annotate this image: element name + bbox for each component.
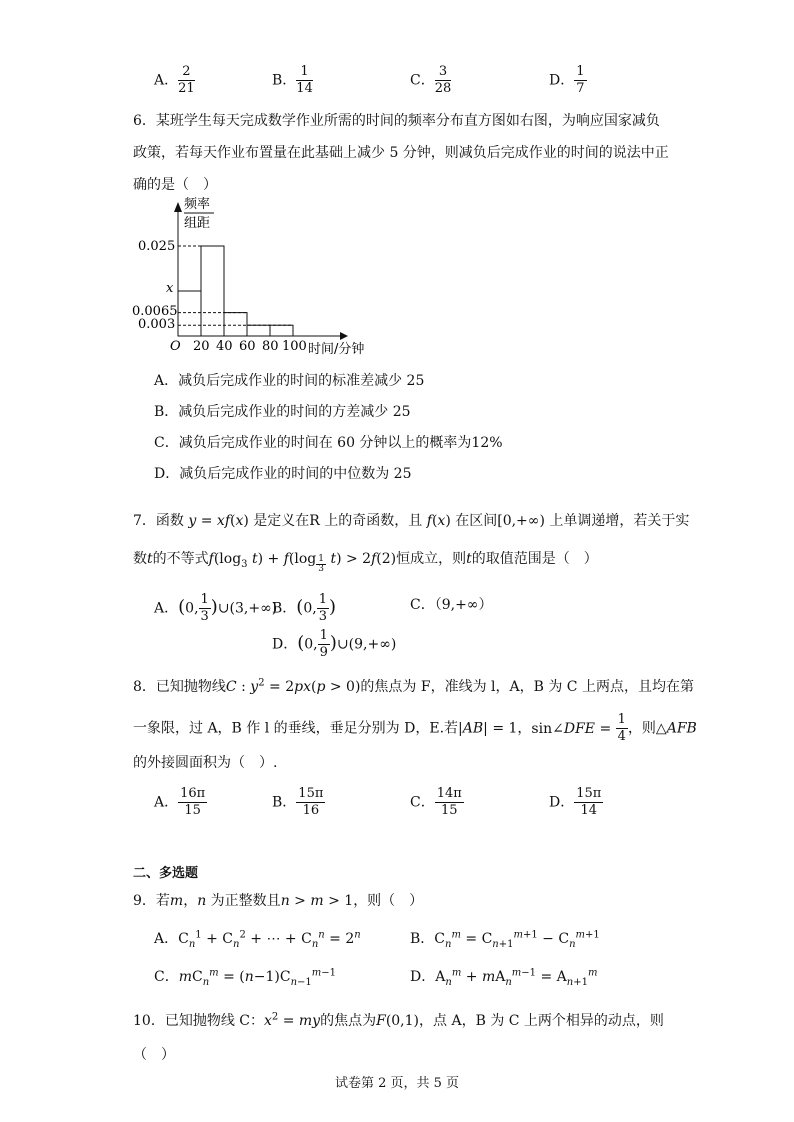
q7-option-a: A．(0, $\frac{1}{3}$ )∪(3,+∞) [154, 592, 278, 624]
fraction [435, 786, 464, 819]
q9-option-a-label: A． [154, 931, 179, 947]
histogram-bar-80-100 [270, 325, 293, 336]
frequency-histogram [130, 196, 380, 358]
numerator: 15π [298, 786, 324, 801]
fraction: $\frac{1}{3}$ [318, 592, 327, 624]
q7-option-b: B．(0, $\frac{1}{3}$ ) [272, 592, 336, 624]
q5-option-b [272, 64, 313, 97]
var-m: m [169, 893, 184, 909]
q7-text: 在区间 [450, 513, 498, 529]
dashed-guides [178, 246, 293, 325]
q5-option-d [549, 64, 587, 97]
q7-option-b-label: B． [272, 600, 297, 617]
y-axis-arrow [174, 202, 182, 212]
q6-line-1: 6．某班学生每天完成数学作业所需的时间的频率分布直方图如右图，为响应国家减负 [133, 113, 660, 129]
q6-option-d: D．减负后完成作业的时间的中位数为 25 [154, 466, 412, 482]
q10-focus: F(0,1) [376, 1013, 420, 1029]
q8-option-b-label: B． [272, 794, 297, 811]
q7-text: 的取值范围是（ ） [471, 551, 598, 567]
q7-option-d-label: D． [272, 636, 298, 653]
q8-parabola: C : $y^2 = 2px(p > 0)$ [225, 677, 361, 695]
x-axis-label: 时间/分钟 [308, 342, 365, 357]
denominator: 14 [296, 81, 313, 96]
q7-text: 恒成立，则 [396, 551, 467, 567]
numerator: 2 [178, 64, 195, 81]
histogram-bar-20-40 [201, 246, 224, 336]
q9-option-c: C．$mC_n^m = (n-1)C_{n-1}^{m-1}$ [154, 967, 337, 988]
denominator: 28 [434, 81, 452, 96]
histogram-bars [178, 246, 293, 336]
q7-formula-fx: f(x) [426, 513, 451, 529]
q7-option-c: C．（9,+∞） [410, 597, 493, 613]
fraction [574, 64, 586, 97]
q8-text: 一象限，过 A，B 作 l 的垂线，垂足分别为 D，E.若 [133, 720, 459, 737]
y-tick-0.025: 0.025 [138, 239, 176, 254]
q10-text: 的焦点为 [320, 1013, 377, 1029]
q10-line-2: （ ） [133, 1047, 175, 1063]
denominator: 21 [178, 81, 195, 96]
q8-line-1 [133, 676, 694, 696]
page-footer: 试卷第 2 页，共 5 页 [334, 1076, 460, 1091]
histogram-bar-0-20 [178, 291, 201, 336]
q8-ab-eq: |AB| = 1 [458, 720, 518, 737]
q10-parabola: $x^2$ = my [263, 1011, 321, 1029]
y-tick-x: x [166, 281, 174, 296]
q9-condition: n > m > 1 [280, 893, 354, 909]
var-n: n [197, 893, 207, 909]
numerator: 1 [576, 64, 585, 79]
q7-text: 上单调递增，若关于实 [544, 513, 690, 529]
histogram-bar-60-80 [247, 325, 270, 336]
fraction: $\frac{1}{3}$ [200, 592, 209, 624]
q7-inequality: $f(\log_3$ t) + f(log $_{\frac{1}{3}}$ t) > 2f(2) [208, 551, 397, 574]
numerator: 14π [436, 786, 462, 801]
q8-line-2 [133, 712, 697, 745]
denominator: 7 [576, 81, 585, 96]
q5-option-c [410, 64, 451, 97]
denominator: 14 [580, 803, 598, 818]
q5-option-a [154, 64, 195, 97]
q9-text: 为正整数且 [206, 893, 281, 909]
fraction [178, 786, 207, 819]
q7-formula-y-xfx: y = xf(x) [188, 513, 249, 529]
histogram-bar-40-60 [224, 313, 247, 336]
q7-interval: [0,+∞) [497, 513, 545, 529]
q9-option-b-label: B． [410, 931, 435, 947]
q9-option-b: B．$C_n^m = C_{n+1}^{m+1} - C_n^{m+1}$ [410, 929, 600, 950]
var-t: t [466, 551, 472, 567]
q5-option-c-label: C． [410, 72, 435, 89]
q9-option-a: A．$C_n^1 + C_n^2$ + ⋯ + $C_n^n = 2^n$ [154, 929, 361, 950]
q9-text: ， [183, 893, 198, 909]
numerator: 15π [576, 786, 602, 801]
q10-text: ，点 A，B 为 C 上两个相异的动点，则 [419, 1013, 664, 1029]
triangle-afb: AFB [666, 720, 697, 737]
numerator: 1 [296, 64, 313, 81]
q8-option-d [549, 786, 603, 819]
q6-option-c: C．减负后完成作业的时间在 60 分钟以上的概率为12% [154, 435, 503, 451]
q8-sin: sin∠DFE = $\frac{1}{4}$ [531, 712, 626, 744]
section-heading-multiple-choice: 二、多选题 [133, 866, 199, 881]
q9-option-c-label: C． [154, 969, 179, 985]
x-tick-60: 60 [239, 339, 256, 354]
fraction [178, 64, 195, 97]
q5-option-d-label: D． [549, 72, 575, 89]
q9-text: ，则（ ） [353, 893, 424, 909]
q9-option-d-label: D． [410, 969, 436, 985]
q8-option-c [410, 786, 464, 819]
q8-option-c-label: C． [410, 794, 435, 811]
q8-text: ， [517, 720, 532, 737]
x-tick-20: 20 [193, 339, 210, 354]
denominator: 16 [302, 803, 320, 818]
q6-option-a: A．减负后完成作业的时间的标准差减少 25 [154, 373, 425, 389]
q7-option-a-label: A． [154, 600, 179, 617]
fraction [296, 786, 325, 819]
q9-option-d: D．$A_n^m + mA_n^{m-1} = A_{n+1}^m$ [410, 967, 598, 988]
var-t: t [147, 551, 153, 567]
numerator: 3 [435, 64, 452, 81]
q8-text: ，则△ [627, 720, 667, 737]
q8-option-a-label: A． [154, 794, 179, 811]
fraction: $\frac{1}{9}$ [319, 628, 328, 660]
q5-option-a-label: A． [154, 72, 179, 89]
x-tick-40: 40 [216, 339, 233, 354]
x-axis-arrow [340, 332, 348, 340]
q8-option-b [272, 786, 325, 819]
q9-stem [133, 890, 423, 910]
x-tick-80: 80 [262, 339, 279, 354]
fraction [574, 786, 603, 819]
y-label-bottom: 组距 [184, 216, 211, 231]
denominator: 15 [184, 803, 201, 818]
y-tick-0.0065: 0.0065 [132, 304, 178, 319]
q10-text: 10．已知抛物线 C： [133, 1013, 264, 1029]
numerator: 16π [180, 786, 206, 801]
q8-option-d-label: D． [549, 794, 575, 811]
q7-text: 是定义在R 上的奇函数，且 [248, 513, 427, 529]
denominator: 15 [440, 803, 458, 818]
q8-text: 8．已知抛物线 [133, 679, 226, 695]
fraction [435, 64, 452, 97]
q6-line-2: 政策，若每天作业布置量在此基础上减少 5 分钟，则减负后完成作业的时间的说法中正 [133, 145, 669, 161]
q8-line-3: 的外接圆面积为（ ）. [133, 755, 278, 771]
q7-text: 的不等式 [152, 551, 209, 567]
origin-label: O [170, 339, 181, 354]
q8-option-a [154, 786, 207, 819]
q7-text: 7．函数 [133, 513, 189, 529]
q6-line-3: 确的是（ ） [133, 177, 217, 193]
q7-option-d: D．(0, $\frac{1}{9}$ )∪(9,+∞) [272, 628, 397, 660]
q7-line-1 [133, 510, 689, 530]
q9-text: 9．若 [133, 893, 170, 909]
q5-option-b-label: B． [272, 72, 297, 89]
x-tick-100: 100 [282, 339, 307, 354]
fraction [296, 64, 313, 97]
q8-text: 的焦点为 F，准线为 l，A，B 为 C 上两点，且均在第 [360, 679, 694, 695]
y-label-top: 频率 [184, 197, 211, 212]
q10-line-1 [133, 1010, 664, 1030]
q7-text: 数 [133, 551, 147, 567]
q6-option-b: B．减负后完成作业的时间的方差减少 25 [154, 404, 411, 420]
y-tick-0.003: 0.003 [138, 317, 176, 332]
q7-line-2 [133, 548, 598, 574]
